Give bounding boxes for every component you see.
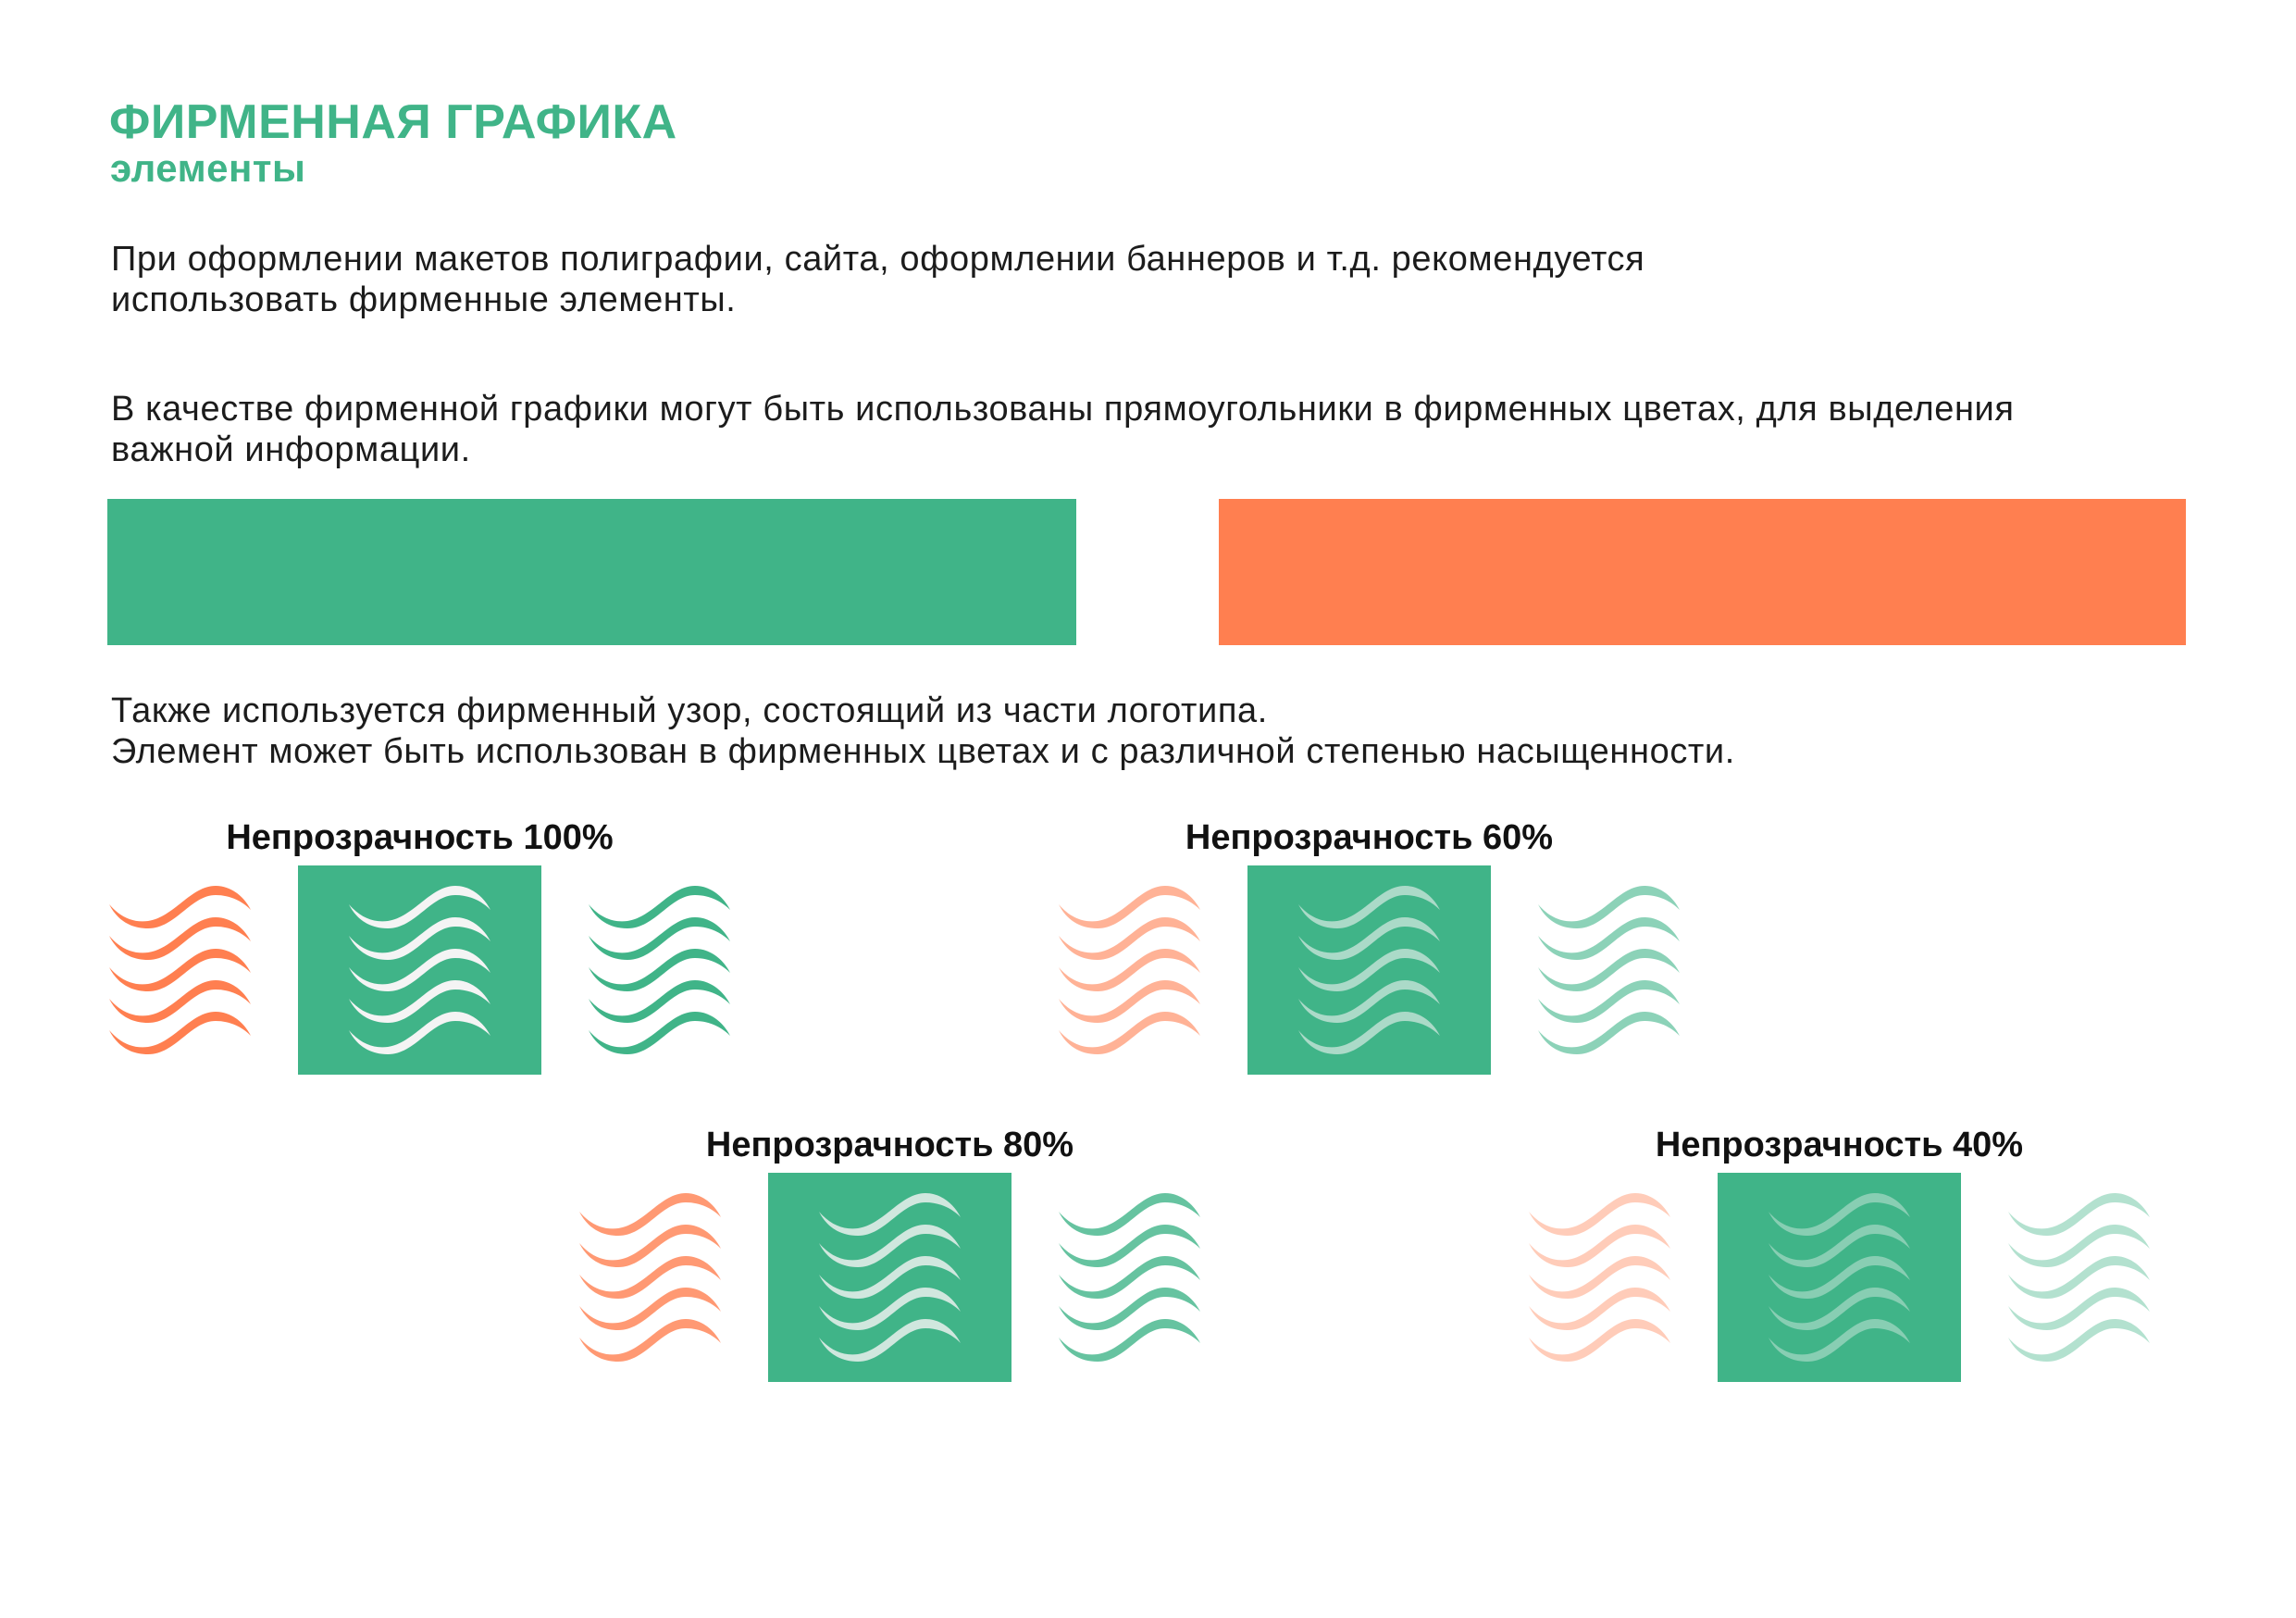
- paragraph-line: При оформлении макетов полиграфии, сайта, оформлении баннеров и т.д. рекомендуется: [111, 240, 1645, 279]
- paragraph-line: В качестве фирменной графики могут быть использованы прямоугольники в фирменных цветах, для выделения: [111, 390, 2015, 429]
- green-wave-pattern-icon: [1538, 886, 1680, 1052]
- rectangles-paragraph: [111, 389, 2015, 470]
- paragraph-line: Элемент может быть использован в фирменных цветах и с различной степенью насыщенности.: [111, 732, 1735, 771]
- green-square-with-white-wave-pattern: [1718, 1173, 1961, 1382]
- paragraph-line: использовать фирменные элементы.: [111, 280, 737, 319]
- opacity-sample-60: [1059, 817, 1680, 1077]
- opacity-sample-40: [1529, 1125, 2150, 1384]
- green-wave-pattern-icon: [589, 886, 730, 1052]
- opacity-label: Непрозрачность 40%: [1655, 1126, 2024, 1164]
- green-square-with-white-wave-pattern: [298, 865, 541, 1075]
- page-subtitle: элементы: [110, 146, 306, 190]
- orange-wave-pattern-icon: [579, 1193, 721, 1360]
- intro-paragraph: [111, 239, 1644, 320]
- page-title: ФИРМЕННАЯ ГРАФИКА: [109, 95, 677, 149]
- opacity-sample-80: [579, 1125, 1200, 1384]
- orange-wave-pattern-icon: [109, 886, 251, 1052]
- opacity-label: Непрозрачность 60%: [1185, 818, 1554, 857]
- orange-wave-pattern-icon: [1059, 886, 1200, 1052]
- paragraph-line: Также используется фирменный узор, состоящий из части логотипа.: [111, 691, 1268, 730]
- green-brand-rectangle: [107, 499, 1076, 645]
- green-square-with-white-wave-pattern: [1247, 865, 1491, 1075]
- green-wave-pattern-icon: [2008, 1193, 2150, 1360]
- opacity-label: Непрозрачность 100%: [226, 818, 614, 857]
- paragraph-line: важной информации.: [111, 430, 471, 469]
- green-wave-pattern-icon: [1059, 1193, 1200, 1360]
- orange-brand-rectangle: [1219, 499, 2186, 645]
- orange-wave-pattern-icon: [1529, 1193, 1670, 1360]
- opacity-sample-100: [109, 817, 730, 1077]
- opacity-label: Непрозрачность 80%: [705, 1126, 1074, 1164]
- green-square-with-white-wave-pattern: [768, 1173, 1011, 1382]
- pattern-paragraph: [111, 691, 1735, 772]
